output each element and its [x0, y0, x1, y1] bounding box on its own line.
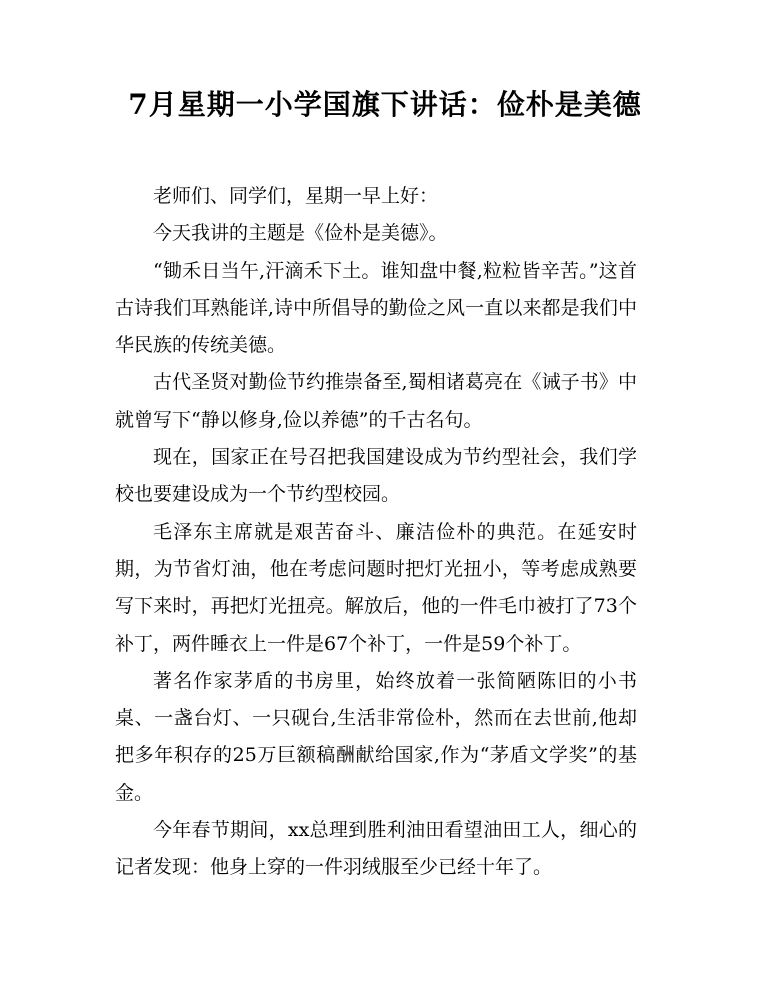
paragraph-topic: 今天我讲的主题是《俭朴是美德》。 [153, 222, 448, 245]
paragraph-mao-dun: 著名作家茅盾的书房里，始终放着一张简陋陈旧的小书桌、一盏台灯、一只砚台,生活非常俭朴，然而在去世前,他却把多年积存的25万巨额稿酬献给国家,作为“茅盾文学奖”的基金。 [115, 669, 637, 804]
paragraph-spring-festival: 今年春节期间，xx总理到胜利油田看望油田工人，细心的记者发现：他身上穿的一件羽绒服至少已经十年了。 [115, 819, 637, 879]
document-title: 7月星期一小学国旗下讲话：俭朴是美德 [128, 88, 642, 121]
paragraph-poem: “锄禾日当午,汗滴禾下土。谁知盘中餐,粒粒皆辛苦。”这首古诗我们耳熟能详,诗中所倡导的勤俭之风一直以来都是我们中华民族的传统美德。 [115, 259, 637, 357]
paragraph-greeting: 老师们、同学们，星期一早上好： [153, 185, 439, 207]
paragraph-saving-society: 现在，国家正在号召把我国建设成为节约型社会，我们学校也要建设成为一个节约型校园。 [115, 446, 637, 506]
paragraph-zhuge-liang: 古代圣贤对勤俭节约推崇备至,蜀相诸葛亮在《诫子书》中就曾写下“静以修身,俭以养德”的千古名句。 [115, 371, 637, 431]
paragraph-mao-zedong: 毛泽东主席就是艰苦奋斗、廉洁俭朴的典范。在延安时期，为节省灯油，他在考虑问题时把灯光扭小，等考虑成熟要写下来时，再把灯光扭亮。解放后，他的一件毛巾被打了73个补丁，两件睡衣上一件是67个补丁，一件是59个补丁。 [115, 520, 637, 655]
document-body [115, 178, 637, 887]
